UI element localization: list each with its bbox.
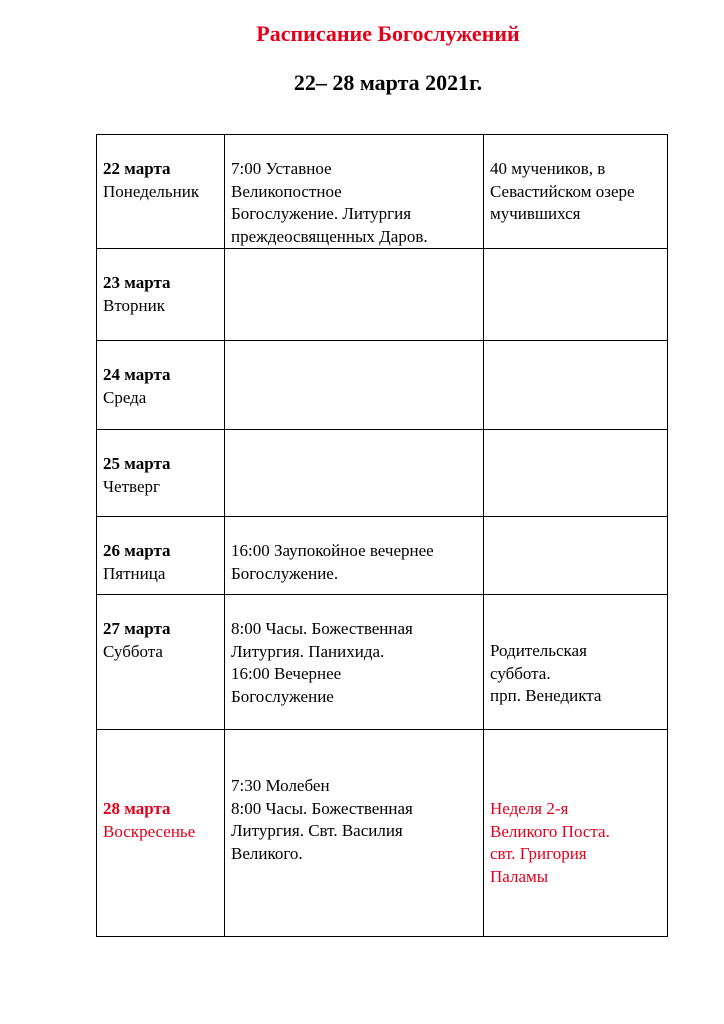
note-line: Неделя 2-я <box>490 799 569 818</box>
note-line: Родительская <box>490 641 587 660</box>
table-row <box>97 135 668 249</box>
service-line: Богослужение. <box>231 563 339 583</box>
services-cell <box>225 430 484 517</box>
notes-cell <box>484 517 668 595</box>
weekday-label: Пятница <box>103 563 166 583</box>
services-cell <box>225 730 484 937</box>
services-cell <box>225 341 484 430</box>
service-line: Великого. <box>231 843 303 863</box>
table-row <box>97 249 668 341</box>
date-cell <box>97 249 225 341</box>
note-line: Севастийском озере <box>490 181 635 201</box>
notes-cell <box>484 430 668 517</box>
table-row <box>97 341 668 430</box>
note-line: мучившихся <box>490 204 581 223</box>
service-line: Богослужение <box>231 686 334 706</box>
service-line: 16:00 Вечернее <box>231 664 342 683</box>
weekday-label: Среда <box>103 387 147 407</box>
date-label: 23 марта <box>103 273 171 292</box>
date-label: 28 марта <box>103 799 171 818</box>
note-line: Паламы <box>490 866 549 886</box>
date-label: 25 марта <box>103 454 171 473</box>
date-cell <box>97 730 225 937</box>
table-row <box>97 730 668 937</box>
table-row <box>97 430 668 517</box>
date-cell <box>97 341 225 430</box>
service-line: 7:00 Уставное <box>231 159 332 178</box>
services-cell <box>225 249 484 341</box>
note-line: Великого Поста. <box>490 821 610 841</box>
schedule-table <box>96 134 668 937</box>
service-line: 7:30 Молебен <box>231 776 330 795</box>
notes-cell <box>484 341 668 430</box>
notes-cell <box>484 135 668 249</box>
date-label: 24 марта <box>103 365 171 384</box>
service-line: преждеосвященных Даров. <box>231 226 428 246</box>
weekday-label: Воскресенье <box>103 821 196 841</box>
services-cell <box>225 595 484 730</box>
service-line: 8:00 Часы. Божественная <box>231 798 413 818</box>
weekday-label: Вторник <box>103 295 165 315</box>
notes-cell <box>484 595 668 730</box>
weekday-label: Четверг <box>103 476 160 496</box>
note-line: свт. Григория <box>490 844 587 863</box>
table-row <box>97 595 668 730</box>
date-range-subtitle: 22– 28 марта 2021г. <box>293 70 483 95</box>
date-cell <box>97 135 225 249</box>
service-line: Литургия. Свт. Василия <box>231 821 403 840</box>
notes-cell <box>484 730 668 937</box>
service-line: Великопостное <box>231 181 342 201</box>
services-cell <box>225 135 484 249</box>
date-label: 26 марта <box>103 541 171 560</box>
service-line: Богослужение. Литургия <box>231 204 412 223</box>
date-cell <box>97 430 225 517</box>
notes-cell <box>484 249 668 341</box>
service-line: 16:00 Заупокойное вечернее <box>231 541 434 560</box>
date-cell <box>97 517 225 595</box>
date-label: 27 марта <box>103 619 171 638</box>
date-label: 22 марта <box>103 159 171 178</box>
note-line: суббота. <box>490 663 551 683</box>
date-cell <box>97 595 225 730</box>
note-line: прп. Венедикта <box>490 686 602 705</box>
weekday-label: Суббота <box>103 641 163 661</box>
page-title: Расписание Богослужений <box>256 21 520 46</box>
services-cell <box>225 517 484 595</box>
weekday-label: Понедельник <box>103 181 200 201</box>
note-line: 40 мучеников, в <box>490 159 606 178</box>
table-row <box>97 517 668 595</box>
service-line: 8:00 Часы. Божественная <box>231 619 413 638</box>
service-line: Литургия. Панихида. <box>231 641 385 661</box>
